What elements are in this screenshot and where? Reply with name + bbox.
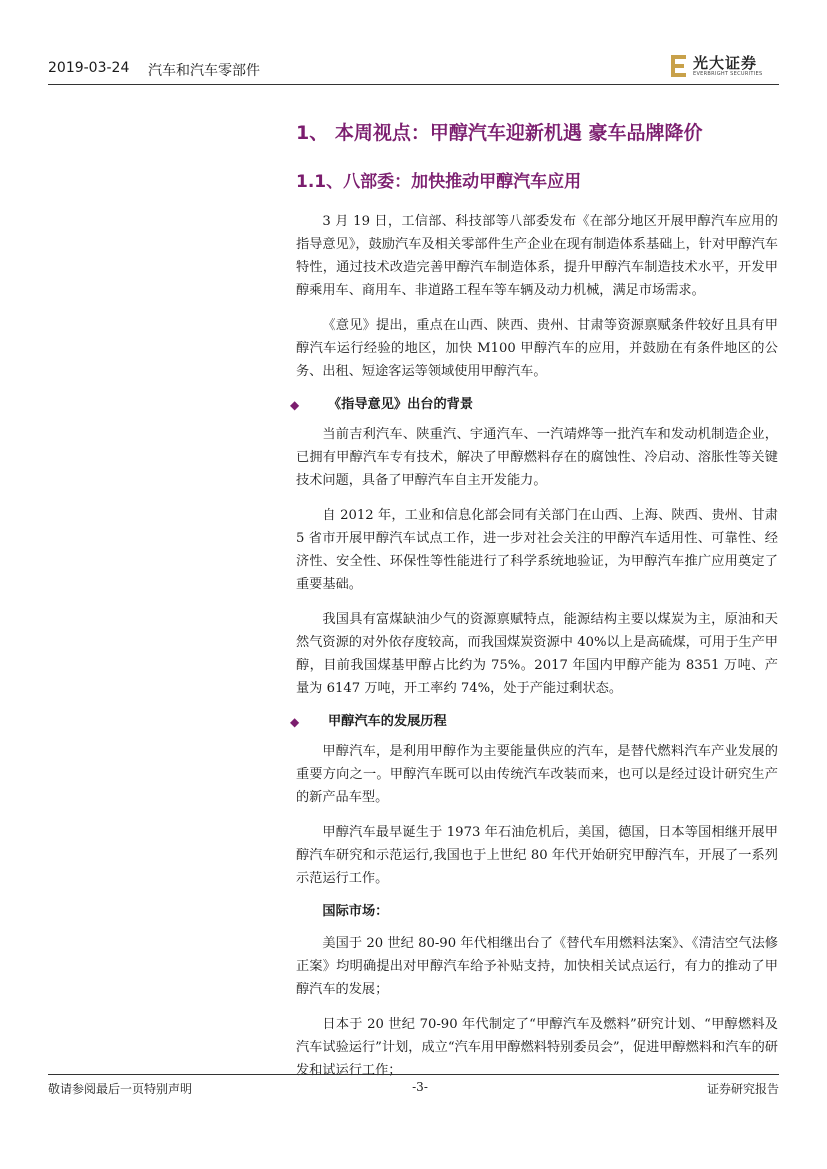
logo-mark-icon xyxy=(669,54,689,78)
diamond-bullet-icon: ◆ xyxy=(290,715,300,729)
paragraph: 《意见》提出，重点在山西、陕西、贵州、甘肃等资源禀赋条件较好且具有甲醇汽车运行经验的地区，加快 M100 甲醇汽车的应用，并鼓励在有条件地区的公务、出租、短途客运等领域使用甲醇汽车。 xyxy=(296,318,778,379)
paragraph: 3 月 19 日，工信部、科技部等八部委发布《在部分地区开展甲醇汽车应用的指导意见》，鼓励汽车及相关零部件生产企业在现有制造体系基础上，针对甲醇汽车特性，通过技术改造完善甲醇汽车制造体系，提升甲醇汽车制造技术水平，开发甲醇乘用车、商用车、非道路工程车等车辆及动力机械，满足市场需求。 xyxy=(296,214,778,298)
bullet-heading-label: 《指导意见》出台的背景 xyxy=(328,397,474,412)
industry-label: 汽车和汽车零部件 xyxy=(148,63,260,79)
main-content xyxy=(290,118,778,1094)
paragraph: 美国于 20 世纪 80-90 年代相继出台了《替代车用燃料法案》、《清洁空气法修正案》均明确提出对甲醇汽车给予补贴支持，加快相关试点运行，有力的推动了甲醇汽车的发展； xyxy=(296,936,778,997)
paragraph: 当前吉利汽车、陕重汽、宇通汽车、一汽靖烨等一批汽车和发动机制造企业，已拥有甲醇汽车专有技术，解决了甲醇燃料存在的腐蚀性、冷启动、溶胀性等关键技术问题，具备了甲醇汽车自主开发能力。 xyxy=(296,427,778,488)
footer-divider xyxy=(48,1074,779,1075)
paragraph: 日本于 20 世纪 70-90 年代制定了“甲醇汽车及燃料”研究计划、“甲醇燃料及汽车试验运行”计划，成立“汽车用甲醇燃料特别委员会”，促进甲醇燃料和汽车的研发和试运行工作； xyxy=(296,1017,778,1078)
subsection-title: 1.1、八部委：加快推动甲醇汽车应用 xyxy=(296,172,582,192)
paragraph: 我国具有富煤缺油少气的资源禀赋特点，能源结构主要以煤炭为主，原油和天然气资源的对外依存度较高，而我国煤炭资源中 40%以上是高硫煤，可用于生产甲醇，目前我国煤基甲醇占比约为 75%。2017 年国内甲醇产能为 8351 万吨、产量为 6147 万吨，开工率约 74%，处于产能过剩状态。 xyxy=(296,612,778,696)
page-number: -3- xyxy=(412,1080,428,1094)
header-divider xyxy=(48,84,779,85)
bullet-heading xyxy=(290,712,778,732)
report-date: 2019-03-24 xyxy=(48,60,130,76)
diamond-bullet-icon: ◆ xyxy=(290,398,300,412)
report-type: 证券研究报告 xyxy=(706,1082,779,1096)
page-header xyxy=(48,52,779,80)
logo-text: 光大证券 xyxy=(693,54,758,72)
logo-subtext: EVERBRIGHT SECURITIES xyxy=(693,71,763,77)
disclaimer-note: 敬请参阅最后一页特别声明 xyxy=(48,1082,193,1096)
paragraph: 甲醇汽车，是利用甲醇作为主要能量供应的汽车，是替代燃料汽车产业发展的重要方向之一。甲醇汽车既可以由传统汽车改装而来，也可以是经过设计研究生产的新产品车型。 xyxy=(296,744,778,805)
brand-logo xyxy=(669,52,779,80)
bullet-heading-label: 甲醇汽车的发展历程 xyxy=(328,714,447,729)
subheading: 国际市场： xyxy=(322,904,389,919)
paragraph: 甲醇汽车最早诞生于 1973 年石油危机后，美国，德国，日本等国相继开展甲醇汽车研究和示范运行,我国也于上世纪 80 年代开始研究甲醇汽车，开展了一系列示范运行工作。 xyxy=(296,825,778,886)
bullet-heading xyxy=(290,395,778,415)
section-title: 1、 本周视点：甲醇汽车迎新机遇 豪车品牌降价 xyxy=(296,122,703,144)
paragraph: 自 2012 年，工业和信息化部会同有关部门在山西、上海、陕西、贵州、甘肃 5 省市开展甲醇汽车试点工作，进一步对社会关注的甲醇汽车适用性、可靠性、经济性、安全性、环保性等性能进行了科学系统地验证，为甲醇汽车推广应用奠定了重要基础。 xyxy=(296,508,778,592)
